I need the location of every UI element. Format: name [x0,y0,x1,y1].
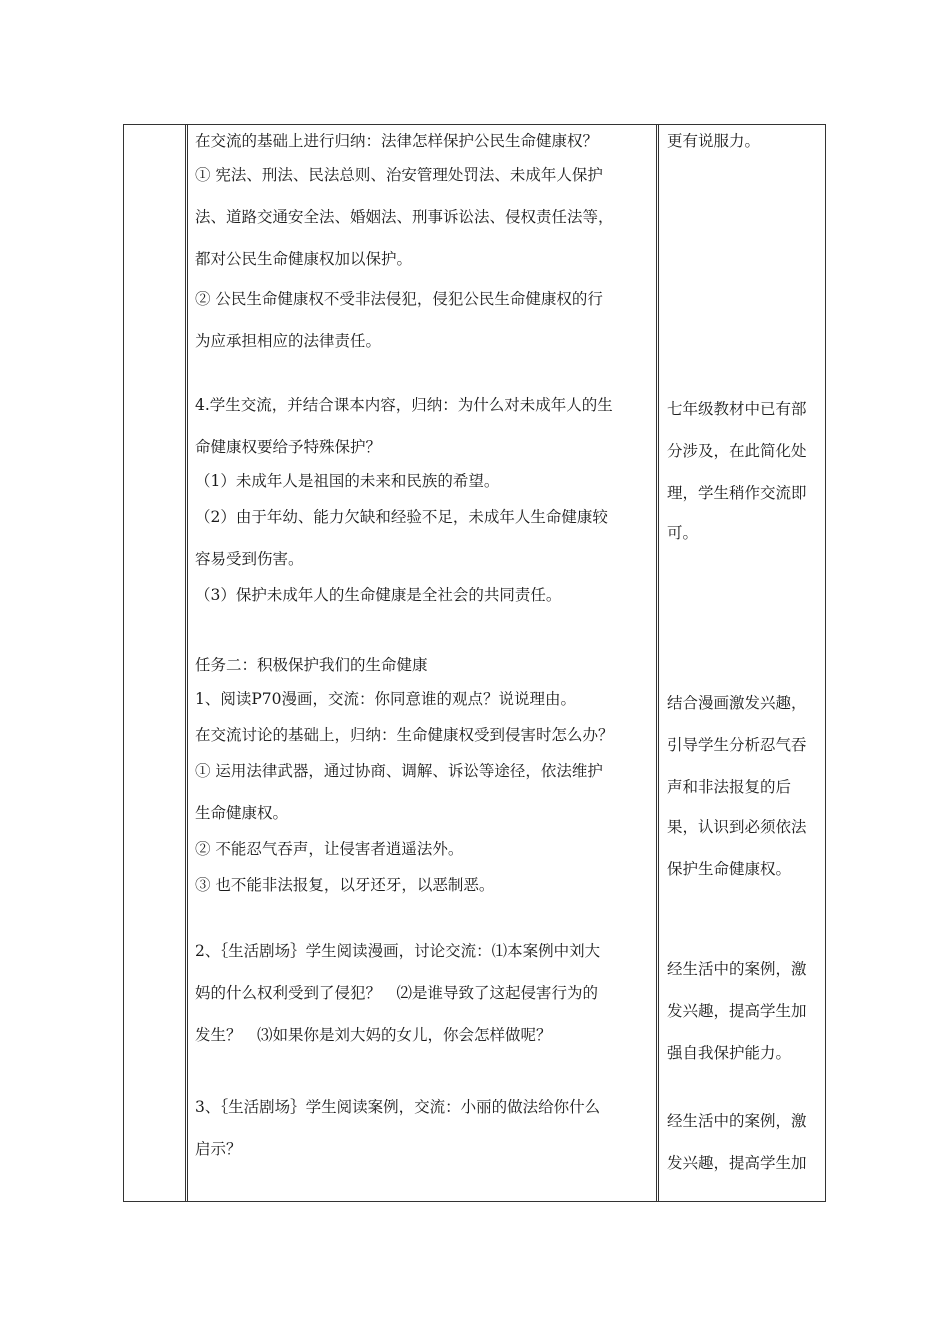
content-line: 为应承担相应的法律责任。 [195,332,382,350]
content-line: ② 公民生命健康权不受非法侵犯，侵犯公民生命健康权的行 [195,290,603,308]
note-line: 分涉及，在此简化处 [667,442,807,460]
content-line: 4.学生交流，并结合课本内容，归纳：为什么对未成年人的生 [195,396,613,414]
content-line: 妈的什么权利受到了侵犯？ ⑵是谁导致了这起侵害行为的 [195,984,599,1002]
content-line: ② 不能忍气吞声，让侵害者逍遥法外。 [195,840,464,858]
content-line: 启示？ [195,1140,242,1158]
content-line: ③ 也不能非法报复，以牙还牙，以恶制恶。 [195,876,495,894]
note-line: 更有说服力。 [667,132,761,150]
content-line: ① 运用法律武器，通过协商、调解、诉讼等途径，依法维护 [195,762,603,780]
content-line: 3、｛生活剧场｝学生阅读案例，交流：小丽的做法给你什么 [195,1098,601,1116]
column-divider [185,125,186,1201]
content-line: 容易受到伤害。 [195,550,304,568]
note-line: 果，认识到必须依法 [667,818,807,836]
content-line: 命健康权要给予特殊保护？ [195,438,382,456]
content-line: 发生？ ⑶如果你是刘大妈的女儿，你会怎样做呢？ [195,1026,552,1044]
note-line: 发兴趣，提高学生加 [667,1154,807,1172]
note-line: 经生活中的案例，激 [667,1112,807,1130]
content-line: （3）保护未成年人的生命健康是全社会的共同责任。 [195,586,562,604]
content-line: 都对公民生命健康权加以保护。 [195,250,413,268]
content-line: 在交流的基础上进行归纳：法律怎样保护公民生命健康权？ [195,132,599,150]
note-line: 可。 [667,524,699,542]
note-line: 结合漫画激发兴趣， [667,694,807,712]
content-line: 2、｛生活剧场｝学生阅读漫画，讨论交流：⑴本案例中刘大 [195,942,601,960]
note-line: 七年级教材中已有部 [667,400,807,418]
content-line: 生命健康权。 [195,804,289,822]
note-line: 经生活中的案例，激 [667,960,807,978]
content-line: 法、道路交通安全法、婚姻法、刑事诉讼法、侵权责任法等， [195,208,614,226]
column-divider [187,125,188,1201]
note-line: 强自我保护能力。 [667,1044,792,1062]
content-line: 1、阅读P70漫画，交流：你同意谁的观点？说说理由。 [195,690,577,708]
column-divider [656,125,657,1201]
note-line: 发兴趣，提高学生加 [667,1002,807,1020]
note-line: 保护生命健康权。 [667,860,792,878]
content-line: ① 宪法、刑法、民法总则、治安管理处罚法、未成年人保护 [195,166,603,184]
note-line: 声和非法报复的后 [667,778,792,796]
note-line: 引导学生分析忍气吞 [667,736,807,754]
content-line: （1）未成年人是祖国的未来和民族的希望。 [195,472,500,490]
note-line: 理，学生稍作交流即 [667,484,807,502]
task-heading: 任务二：积极保护我们的生命健康 [195,656,428,674]
content-line: 在交流讨论的基础上，归纳：生命健康权受到侵害时怎么办？ [195,726,614,744]
content-line: （2）由于年幼、能力欠缺和经验不足，未成年人生命健康较 [195,508,608,526]
column-divider [658,125,659,1201]
lesson-plan-table [123,124,826,1202]
